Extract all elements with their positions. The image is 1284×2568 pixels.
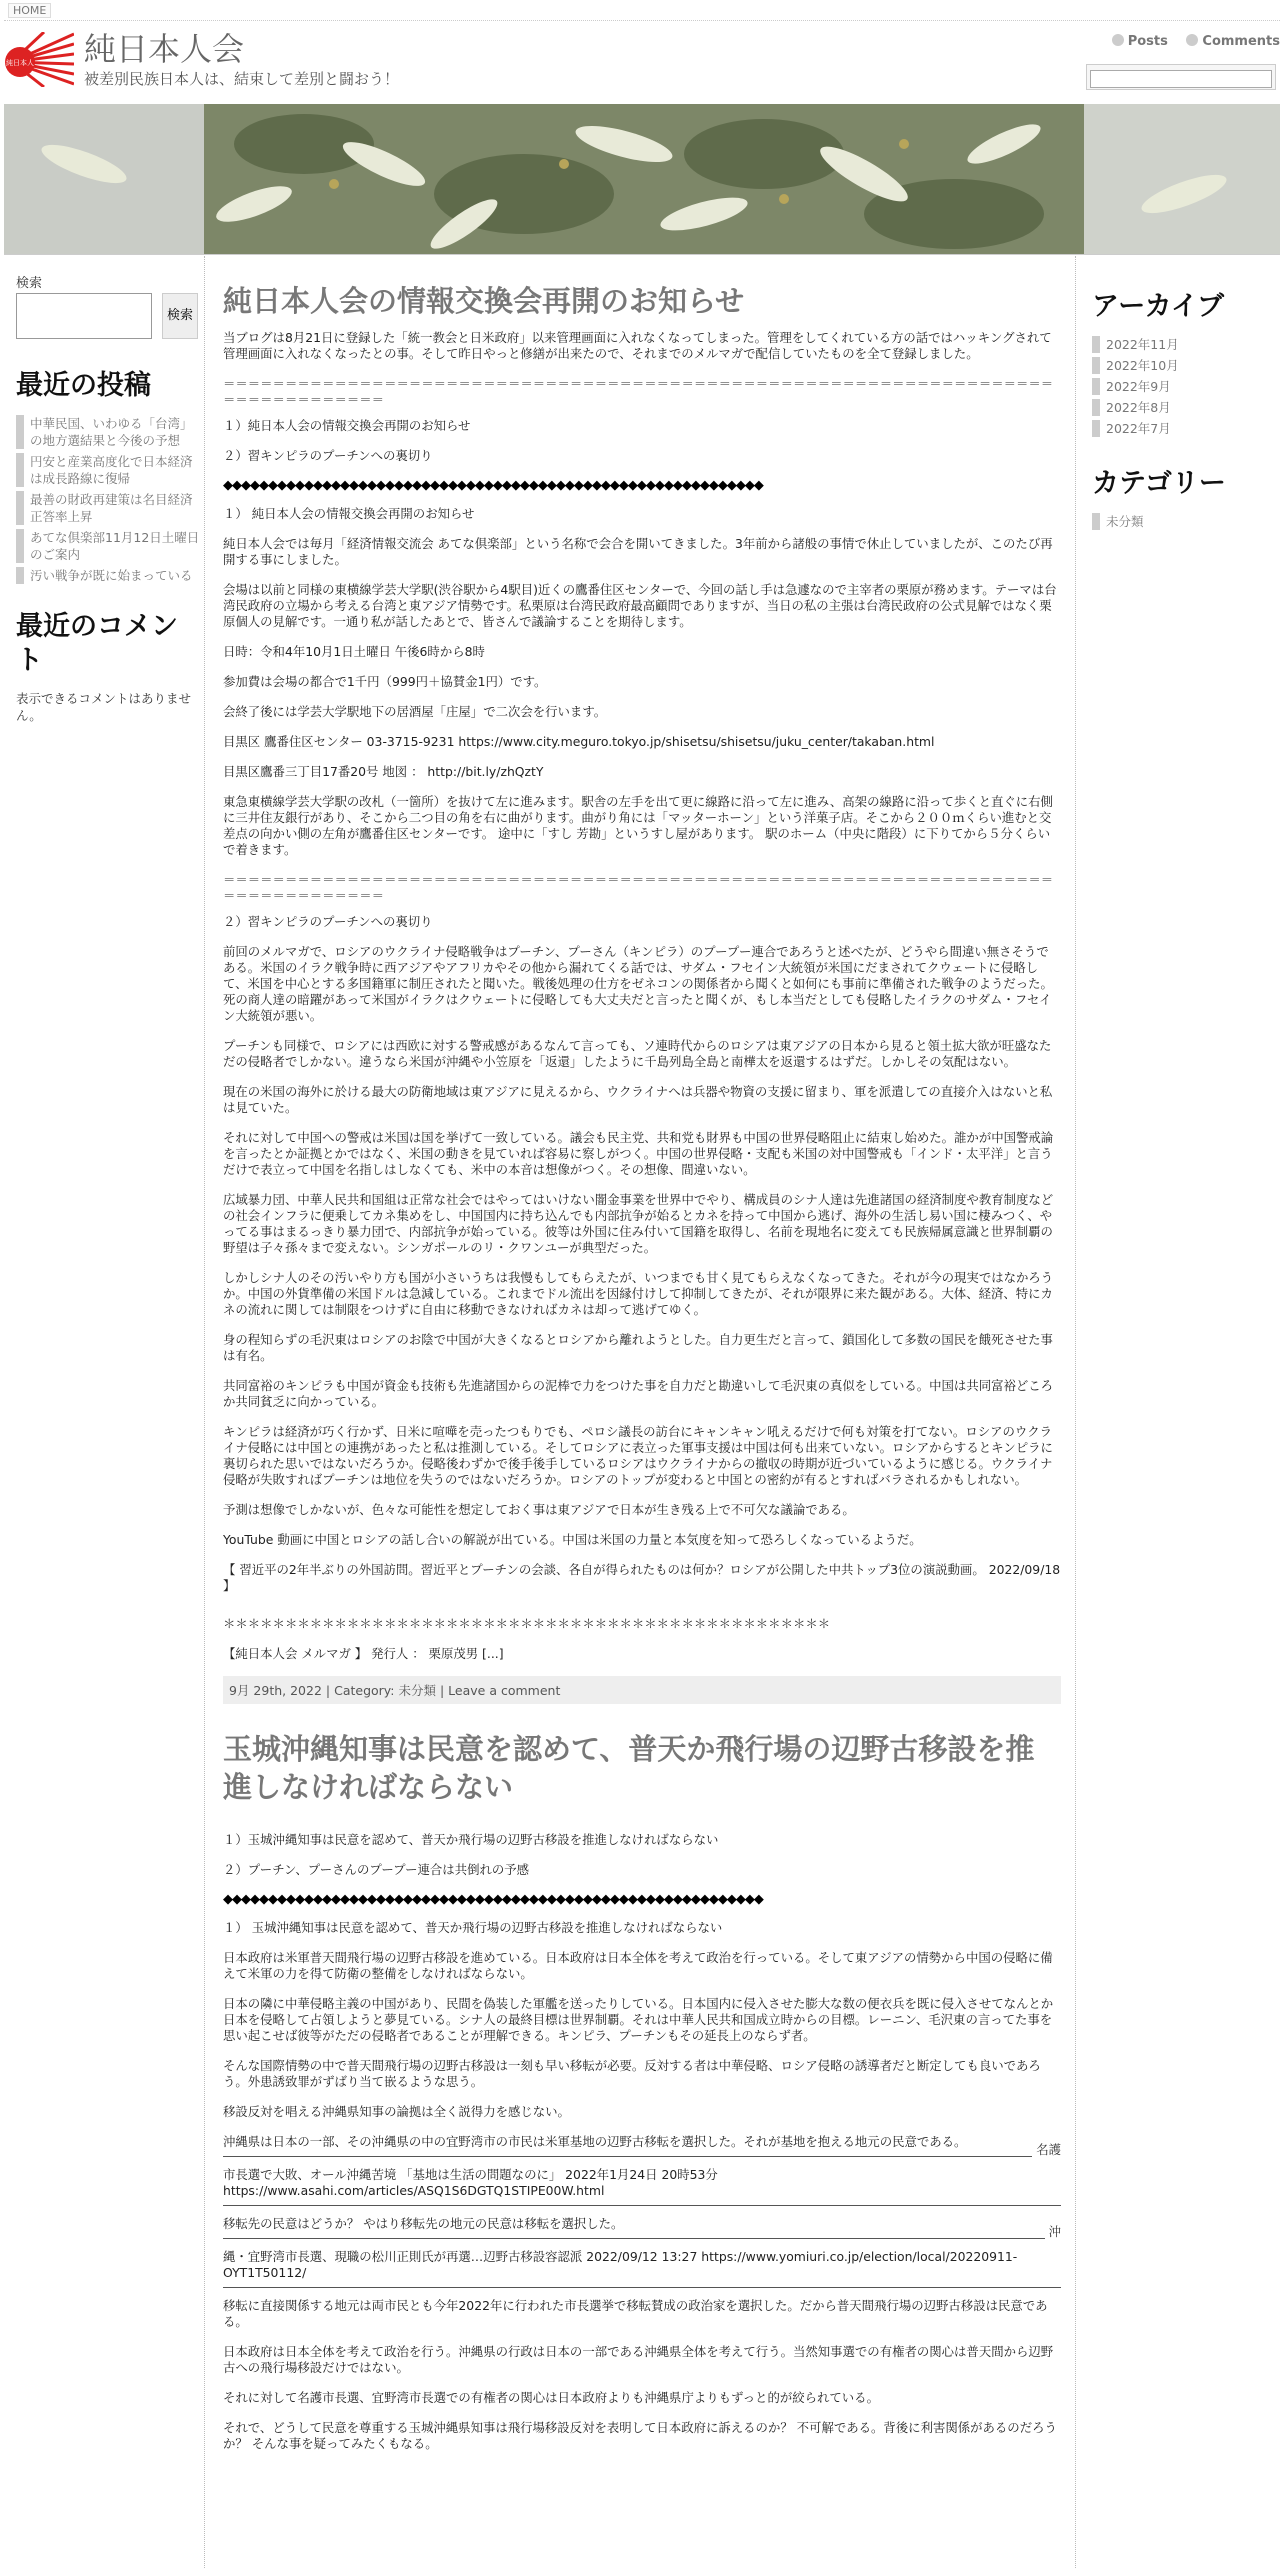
feed-links <box>1098 34 1280 49</box>
wrapped-text: 沖 <box>1045 2222 1061 2240</box>
post-category-label: Category: <box>334 1683 395 1698</box>
post-toc-item: １）純日本人会の情報交換会再開のお知らせ <box>223 418 471 433</box>
recent-post-link[interactable]: 円安と産業高度化で日本経済は成長路線に復帰 <box>16 453 202 487</box>
post-paragraph: 【 習近平の2年半ぶりの外国訪問。習近平とプーチンの会談、各自が得られたものは何か？ロシアが公開した中共トップ3位の演説動画。 2022/09/18 】 <box>223 1562 1061 1593</box>
post-paragraph: YouTube 動画に中国とロシアの話し合いの解説が出ている。中国は米国の力量と本気度を知って恐ろしくなっているようだ。 <box>223 1532 922 1547</box>
post-title[interactable]: 純日本人会の情報交換会再開のお知らせ <box>223 284 745 318</box>
site-title[interactable]: 純日本人会 <box>84 30 245 68</box>
post-paragraph: 現在の米国の海外に於ける最大の防衛地域は東アジアに見えるから、ウクライナへは兵器や物資の支援に留まり、軍を派遣しての直接介入はないと私は見ていた。 <box>223 1084 1053 1115</box>
site-description: 被差別民族日本人は、結束して差別と闘おう！ <box>84 70 400 88</box>
post-toc-item: ２）習キンピラのプーチンへの裏切り <box>223 448 433 463</box>
search-label: 検索 <box>16 276 43 291</box>
recent-posts-title: 最近の投稿 <box>16 370 151 401</box>
separator-line: ＝＝＝＝＝＝＝＝＝＝＝＝＝＝＝＝＝＝＝＝＝＝＝＝＝＝＝＝＝＝＝＝＝＝＝＝＝＝＝＝＝＝＝＝＝＝＝＝＝＝＝＝＝＝＝＝＝＝＝＝＝＝＝＝＝＝＝＝＝＝＝＝＝＝＝＝＝＝＝＝ <box>223 376 1054 407</box>
post-paragraph: 目黒区鷹番三丁目17番20号 地図 ： http://bit.ly/zhQztY <box>223 764 544 779</box>
post-paragraph: 身の程知らずの毛沢東はロシアのお陰で中国が大きくなるとロシアから離れようとした。自力更生だと言って、鎖国化して多数の国民を餓死させた事は有名。 <box>223 1332 1053 1363</box>
post-paragraph: 共同富裕のキンピラも中国が資金も技術も先進諸国からの泥棒で力をつけた事を自力だと勘違いして毛沢東の真似をしている。中国は共同富裕どころか共同貧乏に向かっている。 <box>223 1378 1054 1409</box>
diamond-separator: ◆◆◆◆◆◆◆◆◆◆◆◆◆◆◆◆◆◆◆◆◆◆◆◆◆◆◆◆◆◆◆◆◆◆◆◆◆◆◆◆◆◆◆◆◆◆◆◆◆◆◆◆◆◆◆◆◆◆◆◆ <box>223 1892 763 1907</box>
sidebar-search-button[interactable]: 検索 <box>162 293 198 339</box>
post-paragraph: キンピラは経済が巧く行かず、日米に喧嘩を売ったつもりでも、ペロシ議長の訪台にキャンキャン吼えるだけで何も対策を打てない。ロシアのウクライナ侵略には中国との連携があったと私は推測している。そしてロシアに表立った軍事支援は中国は何も出来ていない。ロシアからするとキンピラに裏切られた思いではないだろうか。侵略後わずかで後手後手しているロシアはウクライナからの撤収の時期が近づいているように感じる。ウクライナ侵略が失敗すればプーチンは地位を失うのではないだろうか。ロシアのトップが変わると中国との密約が有るとすればバラされるかもしれない。 <box>223 1424 1053 1487</box>
sidebar-search-input[interactable] <box>16 293 152 339</box>
post-section-heading: １） 純日本人会の情報交換会再開のお知らせ <box>223 506 475 521</box>
post-paragraph: 日時：令和4年10月1日土曜日 午後6時から8時 <box>223 644 485 659</box>
archive-link[interactable]: 2022年8月 <box>1092 399 1280 416</box>
header-banner-image <box>4 104 1280 255</box>
categories-title: カテゴリー <box>1092 468 1226 499</box>
categories-list <box>1092 513 1280 530</box>
category-link[interactable]: 未分類 <box>1092 513 1280 530</box>
post-paragraph: 縄・宜野湾市長選、現職の松川正則氏が再選…辺野古移設容認派 2022/09/12 13:27 https://www.yomiuri.co.jp/election/local/20220911-OYT1T50112/ <box>223 2249 1018 2280</box>
header-search-input[interactable] <box>1090 70 1272 88</box>
post-paragraph: 東急東横線学芸大学駅の改札（一箇所）を抜けて左に進みます。駅舎の左手を出て更に線路に沿って左に進み、高架の線路に沿って歩くと直ぐに右側に三井住友銀行があり、そこから二つ目の角を右に曲がります。曲がり角には「マッターホーン」という洋菓子店。そこから２００ｍくらい進むと交差点の向かい側の左角が鷹番住区センターです。 途中に「すし 芳勘」というすし屋があります。 駅のホーム（中央に階段）に下りてから５分くらいで着きます。 <box>223 794 1053 857</box>
horizontal-rule <box>223 2205 1061 2206</box>
post-paragraph: 日本政府は日本全体を考えて政治を行う。沖縄県の行政は日本の一部である沖縄県全体を考えて行う。当然知事選での有権者の関心は普天間から辺野古への飛行場移設だけではない。 <box>223 2344 1054 2375</box>
post-paragraph: 目黒区 鷹番住区センター 03-3715-9231 https://www.city.meguro.tokyo.jp/shisetsu/shisetsu/juku_center/takaban.html <box>223 734 935 749</box>
horizontal-rule <box>223 2142 1061 2157</box>
recent-post-link[interactable]: 最善の財政再建策は名目経済正答率上昇 <box>16 491 202 525</box>
post-category-link[interactable]: 未分類 <box>398 1683 436 1698</box>
svg-text:純日本人: 純日本人 <box>6 59 34 67</box>
site-logo[interactable] <box>4 32 74 87</box>
main-content <box>204 256 1076 2568</box>
sidebar-search <box>16 293 202 343</box>
posts-feed-link[interactable]: Posts <box>1112 34 1168 49</box>
post-paragraph: 移設反対を唱える沖縄県知事の論拠は全く説得力を感じない。 <box>223 2104 570 2119</box>
diamond-separator: ◆◆◆◆◆◆◆◆◆◆◆◆◆◆◆◆◆◆◆◆◆◆◆◆◆◆◆◆◆◆◆◆◆◆◆◆◆◆◆◆◆◆◆◆◆◆◆◆◆◆◆◆◆◆◆◆◆◆◆◆ <box>223 478 763 493</box>
post-paragraph: 前回のメルマガで、ロシアのウクライナ侵略戦争はプーチン、プーさん（キンピラ）のプープー連合であろうと述べたが、どうやら間違い無さそうである。米国のイラク戦争時に西アジアやアフリカやその他から漏れてくる話では、サダム・フセイン大統領が米国にだまされてクウェートに侵略して、米国を中心とする多国籍軍に制圧されたと聞いた。戦後処理の仕方をゼネコンの関係者から聞くと如何にも事前に準備された戦争のようだった。死の商人達の暗躍があって米国がイラクはクウェートに侵略しても大丈夫だと言ったと聞くが、もし本当だとしても侵略したイラクのサダム・フセイン大統領が悪い。 <box>223 944 1053 1023</box>
nav-home-link[interactable]: HOME <box>8 3 51 18</box>
post-paragraph: それで、どうして民意を尊重する玉城沖縄県知事は飛行場移設反対を表明して日本政府に訴えるのか？ 不可解である。背後に利害関係があるのだろうか？ そんな事を疑ってみたくもなる。 <box>223 2420 1057 2451</box>
archive-link[interactable]: 2022年10月 <box>1092 357 1280 374</box>
post-paragraph: 会場は以前と同様の東横線学芸大学駅(渋谷駅から4駅目)近くの鷹番住区センターで、今回の話し手は急遽なので主宰者の栗原が務めます。テーマは台湾民政府の立場から考える台湾と東アジア情勢です。私栗原は台湾民政府最高顧問でありますが、当日の私の主張は台湾民政府の公式見解ではなく栗原個人の見解です。一通り私が話したあとで、皆さんで議論することを期待します。 <box>223 582 1057 629</box>
leave-comment-link[interactable]: Leave a comment <box>448 1683 561 1698</box>
recent-post-link[interactable]: 汚い戦争が既に始まっている <box>16 567 202 584</box>
post-paragraph: 予測は想像でしかないが、色々な可能性を想定しておく事は東アジアで日本が生き残る上で不可欠な議論である。 <box>223 1502 855 1517</box>
post-paragraph: それに対して中国への警戒は米国は国を挙げて一致している。議会も民主党、共和党も財界も中国の世界侵略阻止に結束し始めた。誰かが中国警戒論を言ったとか証拠とかではなく、米国の動きを見ていれば容易に察しがつく。中国の世界侵略・支配も米国の対中国警戒も「インド・太平洋」と言うだけで表立って中国を名指しはしなくても、米中の本音は想像がつく。その想像、間違いない。 <box>223 1130 1054 1177</box>
post-paragraph: しかしシナ人のその汚いやり方も国が小さいうちは我慢もしてもらえたが、いつまでも甘く見てもらえなくなってきた。それが今の現実ではなかろうか。中国の外貨準備の米国ドルは急減している。これまでドル流出を因縁付けして抑制してきたが、それが限界に来た観がある。大体、経済、特にカネの流れに関しては制限をつけずに自由に移動できなければカネは却って逃げてゆく。 <box>223 1270 1054 1317</box>
header-search-box <box>1086 64 1276 90</box>
post-paragraph: 日本政府は米軍普天間飛行場の辺野古移設を進めている。日本政府は日本全体を考えて政治を行っている。そして東アジアの情勢から中国の侵略に備えて米軍の力を得て防衛の整備をしなければならない。 <box>223 1950 1053 1981</box>
post-paragraph: 当ブログは8月21日に登録した「統一教会と日米政府」以来管理画面に入れなくなってしまった。管理をしてくれている方の話ではハッキングされて管理画面に入れなくなったとの事。そして昨日やっと修繕が出来たので、それまでのメルマガで配信していたものを全て登録しました。 <box>223 330 1052 361</box>
post-paragraph: そんな国際情勢の中で普天間飛行場の辺野古移設は一刻も早い移転が必要。反対する者は中華侵略、ロシア侵略の誘導者だと断定しても良いであろう。外患誘致罪がずばり当て嵌るような思う。 <box>223 2058 1041 2089</box>
wrapped-text: 名護 <box>1032 2140 1061 2158</box>
archives-list <box>1092 336 1280 437</box>
archives-title: アーカイブ <box>1092 291 1225 322</box>
post-paragraph: 移転に直接関係する地元は両市民とも今年2022年に行われた市長選挙で移転賛成の政治家を選択した。だから普天間飛行場の辺野古移設は民意である。 <box>223 2298 1048 2329</box>
post-paragraph: プーチンも同様で、ロシアには西欧に対する警戒感があるなんて言っても、ソ連時代からのロシアは東アジアの日本から見ると領土拡大欲が旺盛なただの侵略者でしかない。違うなら米国が沖縄や小笠原を「返還」したように千島列島全島と南樺太を返還するはずだ。しかしその気配はない。 <box>223 1038 1052 1069</box>
post-title[interactable]: 玉城沖縄知事は民意を認めて、普天か飛行場の辺野古移設を推進しなければならない <box>223 1732 1035 1804</box>
post-section-heading: １） 玉城沖縄知事は民意を認めて、普天か飛行場の辺野古移設を推進しなければならない <box>223 1920 723 1935</box>
rss-icon <box>1112 34 1124 46</box>
post-paragraph: 沖縄県は日本の一部、その沖縄県の中の宜野湾市の市民は米軍基地の辺野古移転を選択した。それが基地を抱える地元の民意である。 <box>223 2134 967 2149</box>
post-paragraph: それに対して名護市長選、宜野湾市長選での有権者の関心は日本政府よりも沖縄県庁よりもずっと的が絞られている。 <box>223 2390 879 2405</box>
post-date: 9月 29th, 2022 <box>229 1683 322 1698</box>
site-header <box>4 22 1280 102</box>
archive-link[interactable]: 2022年11月 <box>1092 336 1280 353</box>
post-paragraph: 日本の隣に中華侵略主義の中国があり、民間を偽装した軍艦を送ったりしている。日本国内に侵入させた膨大な数の便衣兵を既に侵入させてなんとか日本を侵略して占領しようと夢見ている。シナ人の最終目標は世界制覇。それは中華人民共和国成立時からの目標。レーニン、毛沢東の言ってた事を思い起こせば彼等がただの侵略者であることが理解できる。キンピラ、プーチンもその延長上のならず者。 <box>223 1996 1054 2043</box>
recent-comments-title: 最近のコメント <box>16 611 178 676</box>
horizontal-rule <box>223 2224 1061 2239</box>
right-sidebar <box>1084 290 1280 534</box>
post-paragraph: 移転先の民意はどうか？ やはり移転先の地元の民意は移転を選択した。 <box>223 2216 624 2231</box>
post-paragraph: 市長選で大敗、オール沖縄苦境 「基地は生活の問題なのに」 2022年1月24日 20時53分 https://www.asahi.com/articles/ASQ1S6DGTQ1STIPE00W.html <box>223 2167 718 2198</box>
top-nav <box>4 0 1280 21</box>
page <box>4 0 1280 2568</box>
post-paragraph: 参加費は会場の都合で1千円（999円＋協賛金1円）です。 <box>223 674 547 689</box>
rss-icon <box>1186 34 1198 46</box>
recent-post-link[interactable]: あてな倶楽部11月12日土曜日のご案内 <box>16 529 202 563</box>
archive-link[interactable]: 2022年7月 <box>1092 420 1280 437</box>
post-toc-item: ２）プーチン、プーさんのプープー連合は共倒れの予感 <box>223 1862 530 1877</box>
post-meta: 9月 29th, 2022 | Category: 未分類 | Leave a comment <box>223 1676 1061 1704</box>
post-section-heading: ２）習キンピラのプーチンへの裏切り <box>223 914 433 929</box>
star-separator: ＊＊＊＊＊＊＊＊＊＊＊＊＊＊＊＊＊＊＊＊＊＊＊＊＊＊＊＊＊＊＊＊＊＊＊＊＊＊＊＊＊＊＊＊＊＊＊＊＊ <box>223 1616 831 1631</box>
separator-line: ＝＝＝＝＝＝＝＝＝＝＝＝＝＝＝＝＝＝＝＝＝＝＝＝＝＝＝＝＝＝＝＝＝＝＝＝＝＝＝＝＝＝＝＝＝＝＝＝＝＝＝＝＝＝＝＝＝＝＝＝＝＝＝＝＝＝＝＝＝＝＝＝＝＝＝＝＝＝＝＝ <box>223 872 1054 903</box>
post-paragraph: 会終了後には学芸大学駅地下の居酒屋「庄屋」で二次会を行います。 <box>223 704 607 719</box>
left-sidebar <box>4 262 202 724</box>
post-paragraph: 広域暴力団、中華人民共和国組は正常な社会ではやってはいけない闇金事業を世界中でやり、構成員のシナ人達は先進諸国の経済制度や教育制度などの社会インフラに便乗してカネ集めをし、中国国内に持ち込んでも内部抗争が始るとカネを持って中国から逃げ、海外の生活し易い国に棲みつく、やってる事はまるっきり暴力団で、内部抗争が始っている。彼等は外国に住み付いて国籍を取得し、名前を現地名に変えても民族帰属意識と世界制覇の野望は子々孫々まで変えない。シンガポールのリ・クワンユーが典型だった。 <box>223 1192 1054 1255</box>
horizontal-rule <box>223 2287 1061 2288</box>
recent-comments-empty: 表示できるコメントはありません。 <box>16 691 192 723</box>
post-footer: 【純日本人会 メルマガ 】 発行人 ： 栗原茂男 [...] <box>223 1646 504 1661</box>
post-paragraph: 純日本人会では毎月「経済情報交流会 あてな倶楽部」という名称で会合を開いてきました。3年前から諸般の事情で休止していましたが、このたび再開する事にしました。 <box>223 536 1053 567</box>
comments-feed-link[interactable]: Comments <box>1186 34 1280 49</box>
archive-link[interactable]: 2022年9月 <box>1092 378 1280 395</box>
recent-post-link[interactable]: 中華民国、いわゆる「台湾」の地方選結果と今後の予想 <box>16 415 202 449</box>
post-toc-item: １）玉城沖縄知事は民意を認めて、普天か飛行場の辺野古移設を推進しなければならない <box>223 1832 719 1847</box>
recent-posts-list <box>16 415 202 584</box>
